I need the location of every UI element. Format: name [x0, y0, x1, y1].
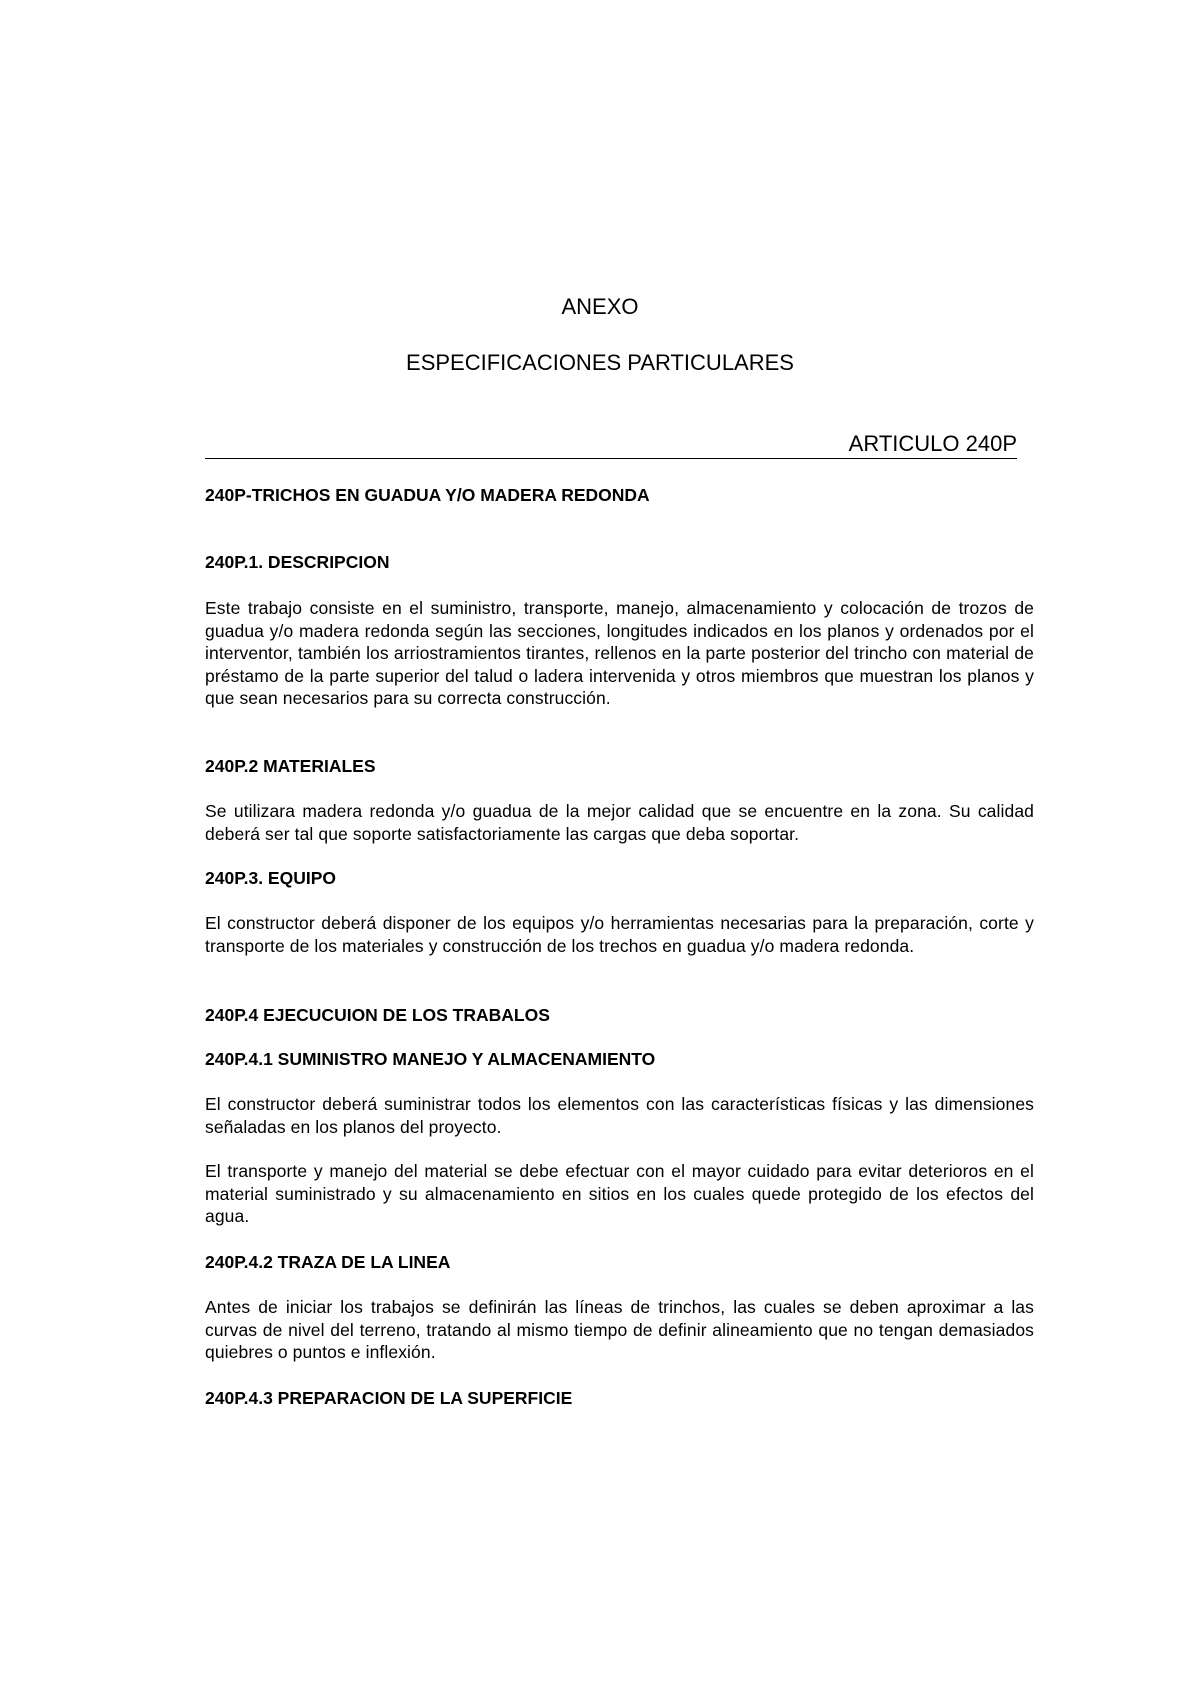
annex-title: ANEXO: [561, 294, 639, 319]
paragraph-suministro-2: El transporte y manejo del material se debe efectuar con el mayor cuidado para evitar deterioros en el material suministrado y su almacenamiento en sitios en los cuales quede protegido de los efectos del agua.: [205, 1161, 1034, 1227]
section-heading-descripcion: 240P.1. DESCRIPCION: [205, 552, 390, 572]
article-label: ARTICULO 240P: [848, 431, 1017, 456]
section-heading-preparacion: 240P.4.3 PREPARACION DE LA SUPERFICIE: [205, 1388, 573, 1408]
section-heading-traza: 240P.4.2 TRAZA DE LA LINEA: [205, 1252, 451, 1272]
section-heading-ejecucion: 240P.4 EJECUCUION DE LOS TRABALOS: [205, 1005, 550, 1025]
section-heading-suministro: 240P.4.1 SUMINISTRO MANEJO Y ALMACENAMIENTO: [205, 1049, 656, 1069]
article-rule-line: [205, 428, 1017, 459]
section-heading-equipo: 240P.3. EQUIPO: [205, 868, 337, 888]
paragraph-traza: Antes de iniciar los trabajos se definirán las líneas de trinchos, las cuales se deben aproximar a las curvas de nivel del terreno, tratando al mismo tiempo de definir alineamiento que no tengan demasiados quiebres o puntos e inflexión.: [205, 1297, 1034, 1363]
paragraph-descripcion: Este trabajo consiste en el suministro, transporte, manejo, almacenamiento y colocación de trozos de guadua y/o madera redonda según las secciones, longitudes indicados en los planos y ordenados por el interventor, también los arriostramientos tirantes, rellenos en la parte posterior del trincho con material de préstamo de la parte superior del talud o ladera intervenida y otros miembros que muestran los planos y que sean necesarios para su correcta construcción.: [205, 598, 1034, 709]
main-section-heading: 240P-TRICHOS EN GUADUA Y/O MADERA REDONDA: [205, 485, 650, 505]
paragraph-materiales: Se utilizara madera redonda y/o guadua de la mejor calidad que se encuentre en la zona. Su calidad deberá ser tal que soporte satisfactoriamente las cargas que deba soportar.: [205, 801, 1034, 844]
paragraph-equipo: El constructor deberá disponer de los equipos y/o herramientas necesarias para la preparación, corte y transporte de los materiales y construcción de los trechos en guadua y/o madera redonda.: [205, 913, 1034, 956]
section-heading-materiales: 240P.2 MATERIALES: [205, 756, 376, 776]
paragraph-suministro-1: El constructor deberá suministrar todos los elementos con las características físicas y las dimensiones señaladas en los planos del proyecto.: [205, 1094, 1034, 1137]
specifications-title: ESPECIFICACIONES PARTICULARES: [406, 350, 794, 375]
